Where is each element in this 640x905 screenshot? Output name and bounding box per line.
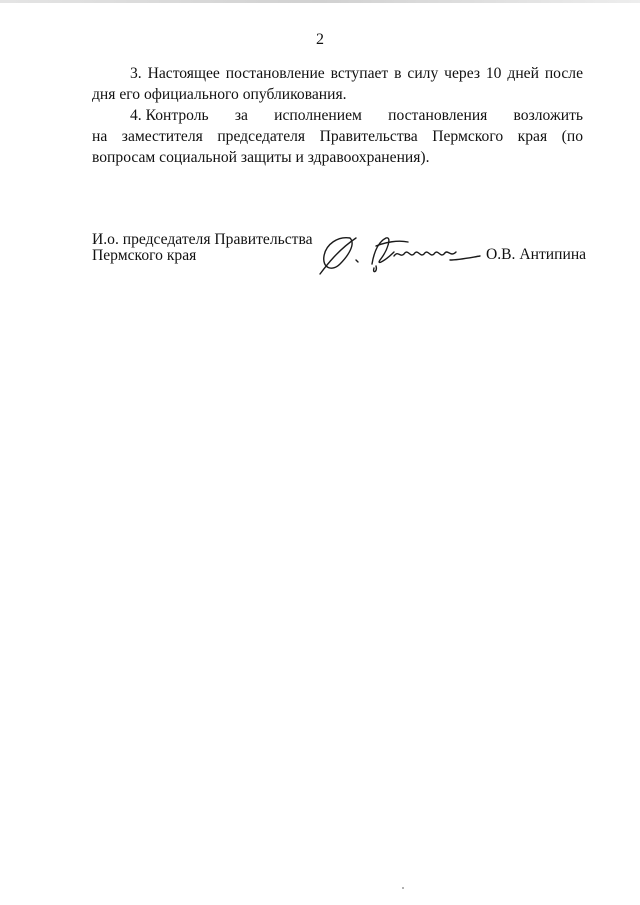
paragraph-4 [92, 105, 583, 168]
paragraph-4-word: 4. Контроль [130, 107, 209, 124]
paragraph-4-word: возложить [513, 107, 583, 124]
signatory-title-line: И.о. председателя Правительства [92, 231, 313, 248]
paragraph-4-text: на заместителя председателя Правительства Пермского края (по вопросам социальной защиты и здравоохранения). [92, 128, 583, 166]
paragraph-4-word: исполнением [274, 107, 362, 124]
scan-speck [402, 887, 404, 889]
paragraph-4-word: за [234, 107, 248, 124]
signatory-title [92, 232, 313, 264]
handwritten-signature [316, 230, 486, 276]
paragraph-3-text: 3. Настоящее постановление вступает в силу через 10 дней после дня его официального опубликования. [92, 65, 583, 103]
signatory-title-line: Пермского края [92, 247, 197, 264]
page-number: 2 [316, 31, 324, 48]
signatory-name: О.В. Антипина [486, 246, 587, 263]
paragraph-3 [92, 63, 583, 105]
paragraph-4-first-line [92, 105, 583, 126]
scan-top-edge [0, 0, 640, 3]
paragraph-4-word: постановления [388, 107, 488, 124]
